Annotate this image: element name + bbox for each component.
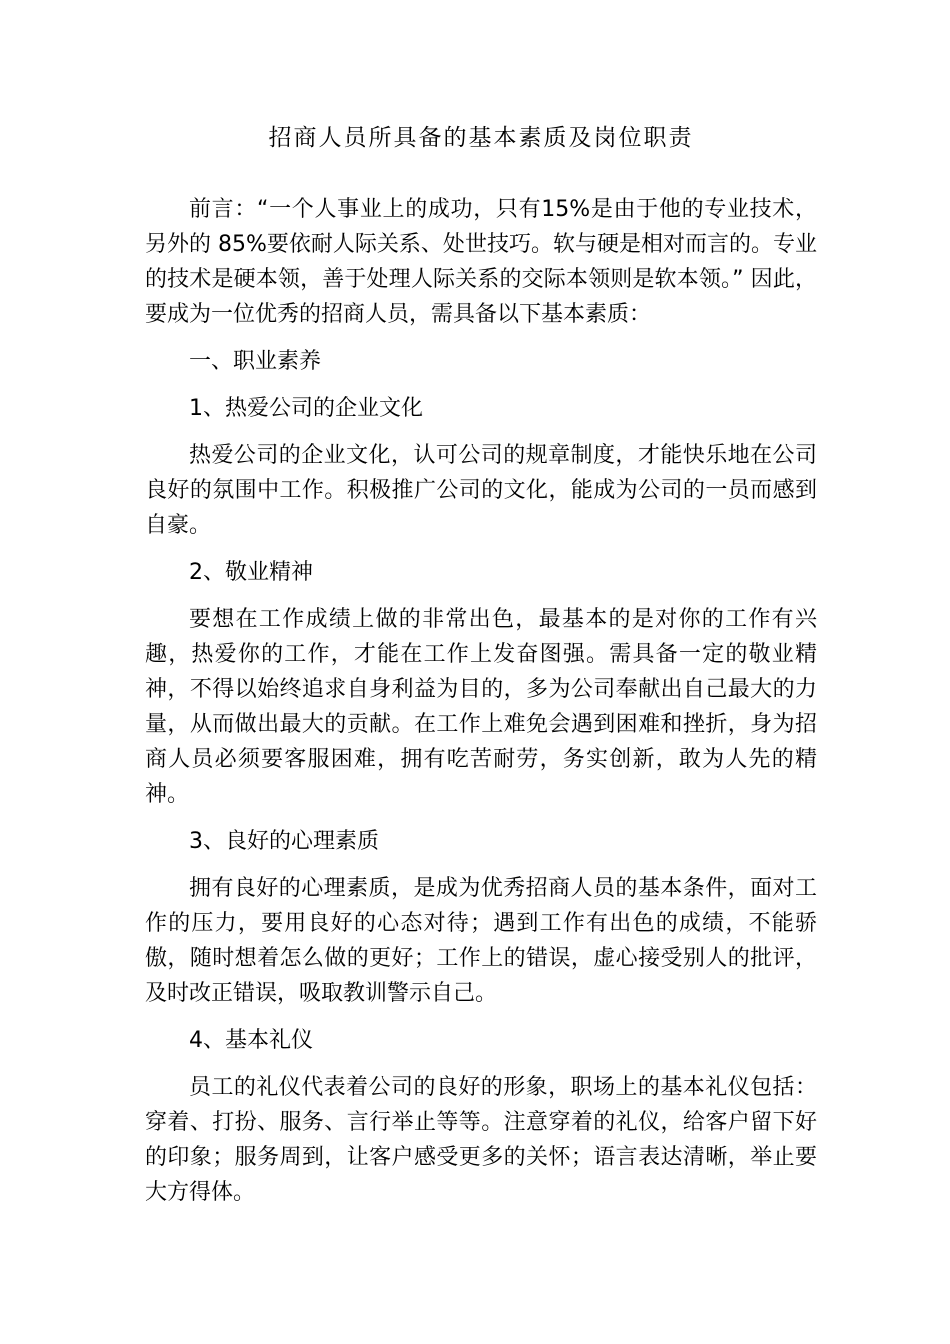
item-heading-3: 3、良好的心理素质 [189, 829, 379, 854]
item-body-4: 员工的礼仪代表着公司的良好的形象，职场上的基本礼仪包括：穿着、打扮、服务、言行举止等等。注意穿着的礼仪，给客户留下好的印象；服务周到，让客户感受更多的关怀；语言表达清晰，举止要大方得体。 [145, 1075, 817, 1205]
section-heading-professionalism: 一、职业素养 [189, 349, 322, 374]
item-body-1: 热爱公司的企业文化，认可公司的规章制度，才能快乐地在公司良好的氛围中工作。积极推广公司的文化，能成为公司的一员而感到自豪。 [145, 443, 817, 538]
document-title: 招商人员所具备的基本素质及岗位职责 [268, 125, 694, 151]
item-body-3: 拥有良好的心理素质，是成为优秀招商人员的基本条件，面对工作的压力，要用良好的心态对待；遇到工作有出色的成绩，不能骄傲，随时想着怎么做的更好；工作上的错误，虚心接受别人的批评，及时改正错误，吸取教训警示自己。 [145, 876, 817, 1006]
document-body [145, 192, 817, 1222]
item-body-2: 要想在工作成绩上做的非常出色，最基本的是对你的工作有兴趣，热爱你的工作，才能在工作上发奋图强。需具备一定的敬业精神，不得以始终追求自身利益为目的，多为公司奉献出自己最大的力量，从而做出最大的贡献。在工作上难免会遇到困难和挫折，身为招商人员必须要客服困难，拥有吃苦耐劳，务实创新，敢为人先的精神。 [145, 607, 817, 807]
item-heading-1: 1、热爱公司的企业文化 [189, 396, 423, 421]
intro-paragraph: 前言：“一个人事业上的成功，只有15%是由于他的专业技术，另外的 85%要依耐人际关系、处世技巧。软与硬是相对而言的。专业的技术是硬本领，善于处理人际关系的交际本领则是软本领。” 因此，要成为一位优秀的招商人员，需具备以下基本素质： [145, 197, 817, 327]
item-heading-4: 4、基本礼仪 [189, 1028, 313, 1053]
item-heading-2: 2、敬业精神 [189, 560, 313, 585]
